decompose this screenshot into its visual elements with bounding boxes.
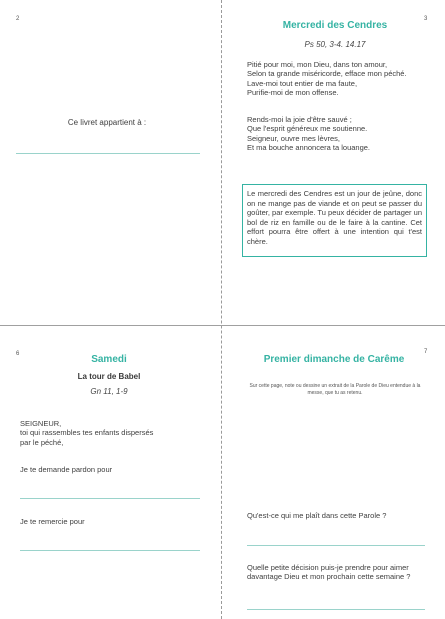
question-2: Quelle petite décision puis-je prendre pour aimer davantage Dieu et mon prochain cette semaine ? [247, 563, 411, 582]
psalm-line: Que l'esprit généreux me soutienne. [247, 124, 368, 134]
question-1: Qu'est-ce qui me plaît dans cette Parole ? [247, 511, 387, 520]
prayer-text [20, 419, 210, 447]
page6-title: Samedi [91, 354, 127, 365]
prayer-line: par le péché, [20, 437, 64, 447]
psalm-line: Pitié pour moi, mon Dieu, dans ton amour, [247, 60, 388, 69]
psalm-stanza-1 [247, 60, 427, 98]
ash-wednesday-info-box: Le mercredi des Cendres est un jour de jeûne, donc on ne mange pas de viande et on peut se passer du goûter, par exemple. Tu peux décider de partager un bol de riz en famille ou de le faire à la cantine. Cet effort pourra être offert à une intention qui t'est chère. [242, 184, 427, 257]
page6-subtitle: La tour de Babel [77, 372, 141, 381]
thanks-label: Je te remercie pour [20, 517, 85, 526]
question-2-write-line[interactable] [247, 609, 425, 610]
page-number-6: 6 [16, 351, 20, 357]
fold-divider-horizontal [0, 325, 445, 326]
prayer-line: SEIGNEUR, [20, 419, 62, 428]
fold-divider-vertical [221, 0, 222, 619]
page-number-2: 2 [16, 16, 20, 22]
owner-label: Ce livret appartient à : [67, 118, 147, 127]
psalm-line: Selon ta grande miséricorde, efface mon péché. [247, 69, 407, 79]
page-number-7: 7 [424, 349, 428, 355]
psalm-line: Purifie-moi de mon offense. [247, 88, 339, 98]
psalm-line: Rends-moi la joie d'être sauvé ; [247, 115, 352, 124]
psalm-line: Et ma bouche annoncera ta louange. [247, 143, 371, 153]
page3-reference: Ps 50, 3-4. 14.17 [304, 40, 366, 49]
pardon-label: Je te demande pardon pour [20, 465, 113, 474]
page7-title: Premier dimanche de Carême [263, 354, 405, 365]
page3-title: Mercredi des Cendres [282, 20, 388, 31]
owner-write-line[interactable] [16, 153, 200, 154]
prayer-line: toi qui rassembles tes enfants dispersés [20, 428, 154, 438]
pardon-write-line[interactable] [20, 498, 200, 499]
psalm-stanza-2 [247, 115, 427, 153]
psalm-line: Lave-moi tout entier de ma faute, [247, 78, 358, 88]
thanks-write-line[interactable] [20, 550, 200, 551]
page7-instruction: Sur cette page, note ou dessine un extrait de la Parole de Dieu entendue à la messe, que tu as retenu. [249, 383, 421, 396]
question-1-write-line[interactable] [247, 545, 425, 546]
psalm-line: Seigneur, ouvre mes lèvres, [247, 133, 340, 143]
page-number-3: 3 [424, 16, 428, 22]
page6-reference: Gn 11, 1-9 [90, 387, 128, 396]
